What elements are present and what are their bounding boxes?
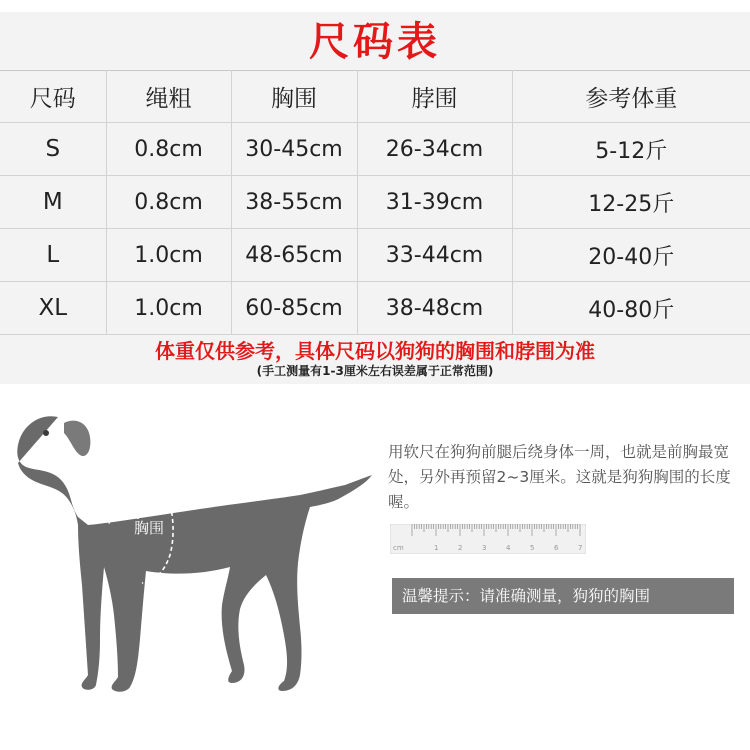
ruler-number: 5 xyxy=(530,544,535,552)
ruler-number: 6 xyxy=(554,544,559,552)
ruler-number: 2 xyxy=(458,544,463,552)
cell-chest: 30-45cm xyxy=(231,123,357,176)
header-rope: 绳粗 xyxy=(106,71,231,123)
header-weight: 参考体重 xyxy=(512,71,750,123)
ruler-number: 1 xyxy=(434,544,439,552)
table-header-row xyxy=(0,71,750,123)
cell-weight: 20-40斤 xyxy=(512,229,750,282)
header-chest: 胸围 xyxy=(231,71,357,123)
cell-rope: 0.8cm xyxy=(106,123,231,176)
cell-neck: 31-39cm xyxy=(357,176,512,229)
table-row xyxy=(0,229,750,282)
cell-size: M xyxy=(0,176,106,229)
cell-rope: 1.0cm xyxy=(106,229,231,282)
page-title: 尺码表 xyxy=(309,19,441,65)
cell-weight: 40-80斤 xyxy=(512,282,750,335)
cell-size: S xyxy=(0,123,106,176)
weight-notice: 体重仅供参考，具体尺码以狗狗的胸围和脖围为准 xyxy=(155,339,595,363)
ruler-number: 4 xyxy=(506,544,511,552)
tip-box: 温馨提示：请准确测量，狗狗的胸围 xyxy=(392,578,734,614)
ruler-illustration xyxy=(390,524,586,554)
dog-silhouette xyxy=(17,416,372,692)
cell-neck: 38-48cm xyxy=(357,282,512,335)
ruler-number: 7 xyxy=(578,544,583,552)
cell-rope: 1.0cm xyxy=(106,282,231,335)
header-neck: 脖围 xyxy=(357,71,512,123)
cell-rope: 0.8cm xyxy=(106,176,231,229)
chest-label: 胸围 xyxy=(134,519,165,537)
table-row xyxy=(0,282,750,335)
measurement-instructions: 用软尺在狗狗前腿后绕身体一周，也就是前胸最宽处，另外再预留2~3厘米。这就是狗狗胸围的长度喔。 xyxy=(388,443,731,511)
neck-label: 脖围 xyxy=(104,493,126,506)
error-notice: (手工测量有1-3厘米左右误差属于正常范围) xyxy=(256,364,494,378)
cell-chest: 38-55cm xyxy=(231,176,357,229)
table-row xyxy=(0,176,750,229)
cell-chest: 48-65cm xyxy=(231,229,357,282)
ruler-number: 3 xyxy=(482,544,487,552)
cell-weight: 12-25斤 xyxy=(512,176,750,229)
cell-size: L xyxy=(0,229,106,282)
cell-neck: 26-34cm xyxy=(357,123,512,176)
table-row xyxy=(0,123,750,176)
ruler-unit: cm xyxy=(393,544,404,552)
cell-chest: 60-85cm xyxy=(231,282,357,335)
size-table xyxy=(0,70,750,335)
header-size: 尺码 xyxy=(0,71,106,123)
cell-size: XL xyxy=(0,282,106,335)
cell-neck: 33-44cm xyxy=(357,229,512,282)
cell-weight: 5-12斤 xyxy=(512,123,750,176)
dog-measurement-illustration xyxy=(0,395,390,715)
